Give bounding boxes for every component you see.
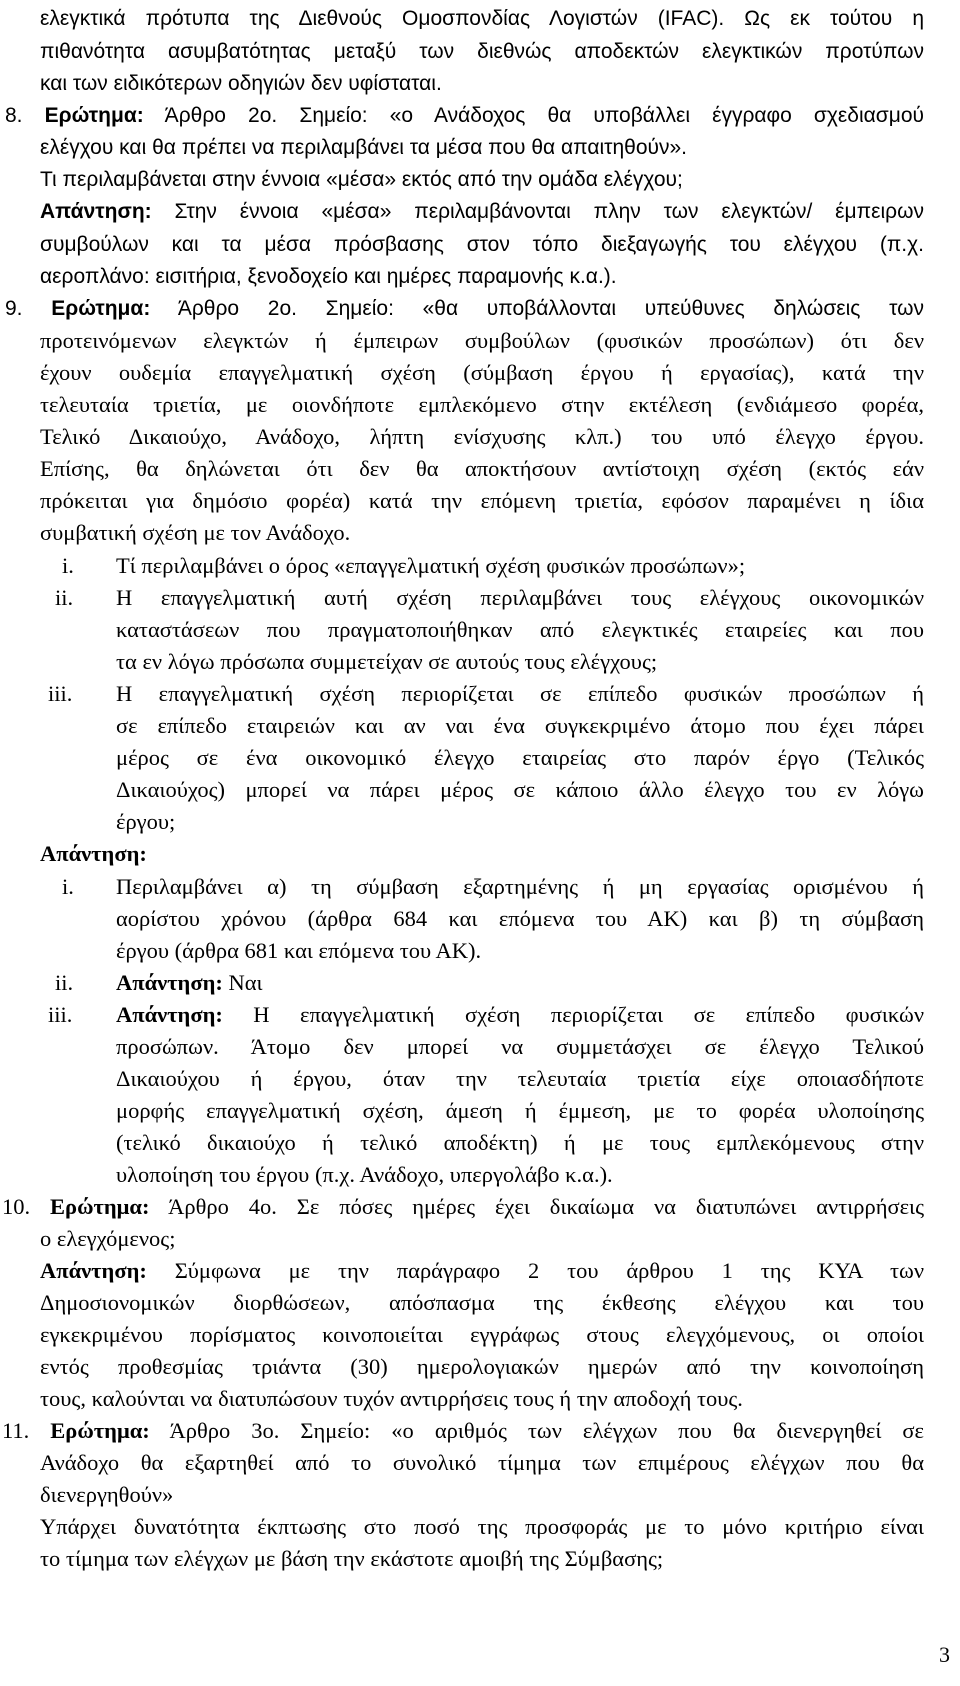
text-run: προτεινόμενων ελεγκτών ή έμπειρων συμβούλων (φυσικών προσώπων) ότι δεν [40,328,924,353]
text-run: Δημοσιονομικών διορθώσεων, απόσπασμα της έκθεσης ελέγχου και του [40,1290,924,1315]
text-line [116,1158,924,1191]
text-run: πρόκειται για δημόσιο φορέα) κατά την επόμενη τριετία, εφόσον παραμένει η ίδια [40,488,924,513]
bold-label: Απάντηση: [116,970,223,995]
text-run: Άρθρο 3ο. Σημείο: «ο αριθμός των ελέγχων που θα διενεργηθεί σε [149,1418,924,1443]
text-run: έργου (άρθρα 681 και επόμενα του ΑΚ). [116,938,482,963]
text-run: ελεγκτικά πρότυπα της Διεθνούς Ομοσπονδίας Λογιστών (IFAC). Ως εκ τούτου η [40,7,924,30]
bold-label: Ερώτημα: [51,297,151,320]
text-line [116,934,924,967]
text-run: Τί περιλαμβάνει ο όρος «επαγγελματική σχέση φυσικών προσώπων»; [116,553,746,578]
bold-label: Ερώτημα: [50,1418,150,1443]
text-line [62,549,92,582]
text-run: Δικαιούχος) μπορεί να πάρει μέρος σε κάποιο άλλο έλεγχο του εν λόγω [116,777,924,802]
text-line [116,1030,924,1063]
text-line [40,260,924,293]
text-run: διενεργηθούν» [40,1482,174,1507]
text-line [116,805,924,838]
text-line [116,1062,924,1095]
text-line [40,388,924,421]
text-line [40,452,924,485]
text-run: 11. [2,1418,51,1443]
text-line [116,709,924,742]
text-run: iii. [48,1002,73,1027]
text-line [116,549,924,582]
text-line [116,741,924,774]
text-line [40,1510,924,1543]
text-line [5,292,924,325]
text-run: ii. [55,585,74,610]
text-line [40,1446,924,1479]
text-line [62,870,92,903]
text-run: προσώπων. Άτομο δεν μπορεί να συμμετάσχει σε έλεγχο Τελικού [116,1034,924,1059]
text-line [40,837,924,870]
bold-label: Ερώτημα: [50,1194,150,1219]
text-run: συμβατική σχέση με τον Ανάδοχο. [40,520,351,545]
text-line [116,902,924,935]
text-line [40,324,924,357]
text-run: εντός προθεσμίας τριάντα (30) ημερολογιακών ημερών από την κοινοποίηση [40,1354,924,1379]
text-line [40,1286,924,1319]
text-run: Υπάρχει δυνατότητα έκπτωσης στο ποσό της προσφοράς με το μόνο κριτήριο είναι [40,1514,924,1539]
text-run: καταστάσεων που πραγματοποιήθηκαν από ελεγκτικές εταιρείες και που [116,617,924,642]
text-run: Σύμφωνα με την παράγραφο 2 του άρθρου 1 της ΚΥΑ των [146,1258,924,1283]
text-line [48,677,88,710]
text-line [40,516,924,549]
bold-label: Απάντηση: [40,841,147,866]
text-line [55,966,85,999]
page-number: 3 [939,1642,950,1667]
text-run: Περιλαμβάνει α) τη σύμβαση εξαρτημένης ή μη εργασίας ορισμένου ή [116,874,924,899]
text-run: Άρθρο 4ο. Σε πόσες ημέρες έχει δικαίωμα να διατυπώνει αντιρρήσεις [149,1194,925,1219]
text-line [40,1222,924,1255]
text-line [40,1478,924,1511]
text-run: Στην έννοια «μέσα» περιλαμβάνονται πλην των ελεγκτών/ έμπειρων [151,200,924,223]
text-run: Η επαγγελματική σχέση περιορίζεται σε επίπεδο φυσικών [222,1002,924,1027]
text-run: Επίσης, θα δηλώνεται ότι δεν θα αποκτήσουν αντίστοιχη σχέση (εκτός εάν [40,456,924,481]
text-line [40,484,924,517]
text-run: Τελικό Δικαιούχο, Ανάδοχο, λήπτη ενίσχυσης κλπ.) του υπό έλεγχο έργου. [40,424,924,449]
text-run: σε επίπεδο εταιρειών και αν ναι ένα συγκεκριμένο άτομο που έχει πάρει [116,713,924,738]
text-run: i. [62,874,74,899]
text-line [116,966,924,999]
text-run: 9. [5,297,52,320]
text-run: Άρθρο 2ο. Σημείο: «ο Ανάδοχος θα υποβάλλει έγγραφο σχεδιασμού [143,104,924,127]
text-line [40,35,924,68]
text-run: πιθανότητα ασυμβατότητας μεταξύ των διεθνώς αποδεκτών ελεγκτικών προτύπων [40,40,924,63]
text-run: Τι περιλαμβάνεται στην έννοια «μέσα» εκτός από την ομάδα ελέγχου; [40,168,683,191]
text-run: τα εν λόγω πρόσωπα συμμετείχαν σε αυτούς τους ελέγχους; [116,649,658,674]
text-line [40,1382,924,1415]
text-line [5,99,924,132]
text-line [2,1414,924,1447]
text-run: ο ελεγχόμενος; [40,1226,176,1251]
text-line [116,1094,924,1127]
text-run: ελέγχου και θα πρέπει να περιλαμβάνει τα μέσα που θα απαιτηθούν». [40,136,687,159]
text-line [116,870,924,903]
text-line [116,645,924,678]
text-line [48,998,88,1031]
text-line [40,1542,924,1575]
text-run: i. [62,553,74,578]
text-run: Άρθρο 2ο. Σημείο: «θα υποβάλλονται υπεύθυνες δηλώσεις των [150,297,924,320]
bold-label: Ερώτημα: [44,104,144,127]
text-line [116,677,924,710]
text-line [55,581,85,614]
text-run: Η επαγγελματική σχέση περιορίζεται σε επίπεδο φυσικών προσώπων ή [116,681,924,706]
text-line [40,228,924,261]
text-line [40,67,924,100]
text-line [116,581,924,614]
text-run: υλοποίηση του έργου (π.χ. Ανάδοχο, υπεργολάβο κ.α.). [116,1162,613,1187]
text-run: 8. [5,104,45,127]
text-line [40,1318,924,1351]
text-line [40,2,924,35]
text-run: έργου; [116,809,176,834]
text-line [40,131,924,164]
text-line [40,356,924,389]
text-line [40,163,924,196]
text-run: συμβούλων και τα μέσα πρόσβασης στον τόπο διεξαγωγής του ελέγχου (π.χ. [40,233,924,256]
text-line [40,420,924,453]
text-run: Ναι [222,970,263,995]
text-run: το τίμημα των ελέγχων με βάση την εκάστοτε αμοιβή της Σύμβασης; [40,1546,664,1571]
text-line [2,1190,924,1223]
text-run: ii. [55,970,74,995]
text-run: iii. [48,681,73,706]
text-line [116,773,924,806]
text-line [116,998,924,1031]
text-run: αορίστου χρόνου (άρθρα 684 και επόμενα του ΑΚ) και β) τη σύμβαση [116,906,924,931]
text-run: Δικαιούχου ή έργου, όταν την τελευταία τριετία είχε οποιασδήποτε [116,1066,924,1091]
text-line [40,1350,924,1383]
bold-label: Απάντηση: [116,1002,223,1027]
bold-label: Απάντηση: [40,200,152,223]
bold-label: Απάντηση: [40,1258,147,1283]
text-run: και των ειδικότερων οδηγιών δεν υφίσταται. [40,72,442,95]
text-run: αεροπλάνο: εισιτήρια, ξενοδοχείο και ημέρες παραμονής κ.α.). [40,265,617,288]
text-run: έχουν ουδεμία επαγγελματική σχέση (σύμβαση έργου ή εργασίας), κατά την [40,360,924,385]
text-run: 10. [2,1194,51,1219]
text-line [40,195,924,228]
text-run: μέρος σε ένα οικονομικό έλεγχο εταιρείας στο παρόν έργο (Τελικός [116,745,924,770]
text-run: Ανάδοχο θα εξαρτηθεί από το συνολικό τίμημα των επιμέρους ελέγχων που θα [40,1450,924,1475]
text-run: Η επαγγελματική αυτή σχέση περιλαμβάνει τους ελέγχους οικονομικών [116,585,924,610]
text-run: εγκεκριμένου πορίσματος κοινοποιείται εγγράφως στους ελεγχόμενους, οι οποίοι [40,1322,924,1347]
text-line [40,1254,924,1287]
text-run: (τελικό δικαιούχο ή τελικό αποδέκτη) ή με τους εμπλεκόμενους στην [116,1130,924,1155]
text-run: τελευταία τριετία, με οιονδήποτε εμπλεκόμενο στην εκτέλεση (ενδιάμεσο φορέα, [40,392,924,417]
text-run: τους, καλούνται να διατυπώσουν τυχόν αντιρρήσεις τους ή την αποδοχή τους. [40,1386,743,1411]
text-run: μορφής επαγγελματική σχέση, άμεση ή έμμεση, με το φορέα υλοποίησης [116,1098,924,1123]
text-line [116,613,924,646]
text-line [116,1126,924,1159]
